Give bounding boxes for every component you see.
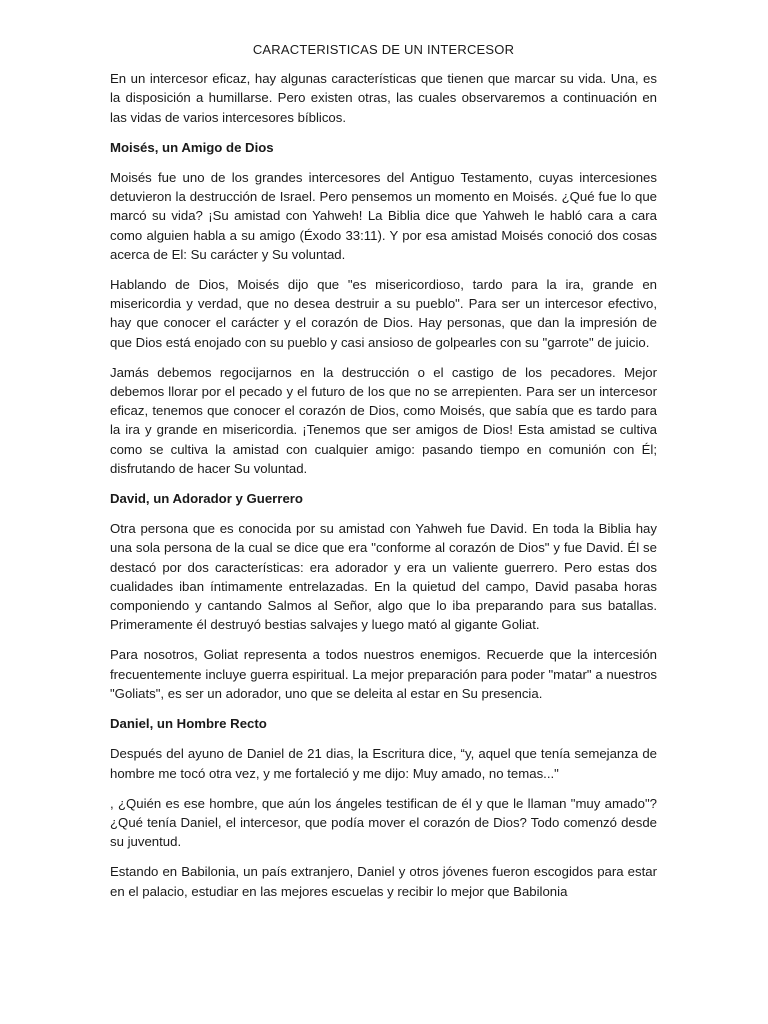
intro-paragraph: En un intercesor eficaz, hay algunas características que tienen que marcar su vida. Una, es la disposición a humillarse. Pero existen otras, las cuales observaremos a continuación en las vidas de varios intercesores bíblicos. [110, 71, 657, 125]
paragraph: Jamás debemos regocijarnos en la destrucción o el castigo de los pecadores. Mejor debemos llorar por el pecado y el futuro de los que no se arrepienten. Para ser un intercesor eficaz, tenemos que conocer el corazón de Dios, como Moisés, que sabía que es tardo para la ira y grande en misericordia. ¡Tenemos que ser amigos de Dios! Esta amistad se cultiva como se cultiva la amistad con cualquier amigo: pasando tiempo en comunión con Él; disfrutando de hacer Su voluntad. [110, 364, 657, 476]
section-heading-david: David, un Adorador y Guerrero [110, 491, 303, 507]
paragraph: Estando en Babilonia, un país extranjero, Daniel y otros jóvenes fueron escogidos para estar en el palacio, estudiar en las mejores escuelas y recibir lo mejor que Babilonia [110, 864, 657, 899]
section-heading-daniel: Daniel, un Hombre Recto [110, 716, 267, 732]
paragraph: Otra persona que es conocida por su amistad con Yahweh fue David. En toda la Biblia hay una sola persona de la cual se dice que era "conforme al corazón de Dios" y fue David. Él se destacó por dos características: era adorador y era un valiente guerrero. Pero estas dos cualidades iban íntimamente entrelazadas. En la quietud del campo, David pasaba horas componiendo y cantando Salmos al Señor, algo que lo iba preparando para sus batallas. Primeramente él destruyó bestias salvajes y luego mató al gigante Goliat. [110, 521, 657, 633]
paragraph: Para nosotros, Goliat representa a todos nuestros enemigos. Recuerde que la intercesión frecuentemente incluye guerra espiritual. La mejor preparación para poder "matar" a nuestros "Goliats", es ser un adorador, uno que se deleita al estar en Su presencia. [110, 647, 657, 701]
paragraph: , ¿Quién es ese hombre, que aún los ángeles testifican de él y que le llaman "muy amado"? ¿Qué tenía Daniel, el intercesor, que podía mover el corazón de Dios? Todo comenzó desde su juventud. [110, 795, 657, 850]
document-page [110, 40, 657, 912]
paragraph: Moisés fue uno de los grandes intercesores del Antiguo Testamento, cuyas intercesiones detuvieron la destrucción de Israel. Pero pensemos un momento en Moisés. ¿Qué fue lo que marcó su vida? ¡Su amistad con Yahweh! La Biblia dice que Yahweh le habló cara a cara como alguien habla a su amigo (Éxodo 33:11). Y por esa amistad Moisés conoció dos cosas acerca de El: Su carácter y Su voluntad. [110, 170, 657, 262]
document-title: CARACTERISTICAS DE UN INTERCESOR [252, 42, 515, 57]
paragraph: Hablando de Dios, Moisés dijo que "es misericordioso, tardo para la ira, grande en misericordia y verdad, que no desea destruir a su pueblo". Para ser un intercesor efectivo, hay que conocer el carácter y el corazón de Dios. Hay personas, que dan la impresión de que Dios está enojado con su pueblo y casi ansioso de golpearles con su "garrote" de juicio. [110, 277, 657, 350]
paragraph: Después del ayuno de Daniel de 21 dias, la Escritura dice, “y, aquel que tenía semejanza de hombre me tocó otra vez, y me fortaleció y me dijo: Muy amado, no temas..." [110, 746, 657, 781]
section-heading-moises: Moisés, un Amigo de Dios [110, 139, 274, 155]
